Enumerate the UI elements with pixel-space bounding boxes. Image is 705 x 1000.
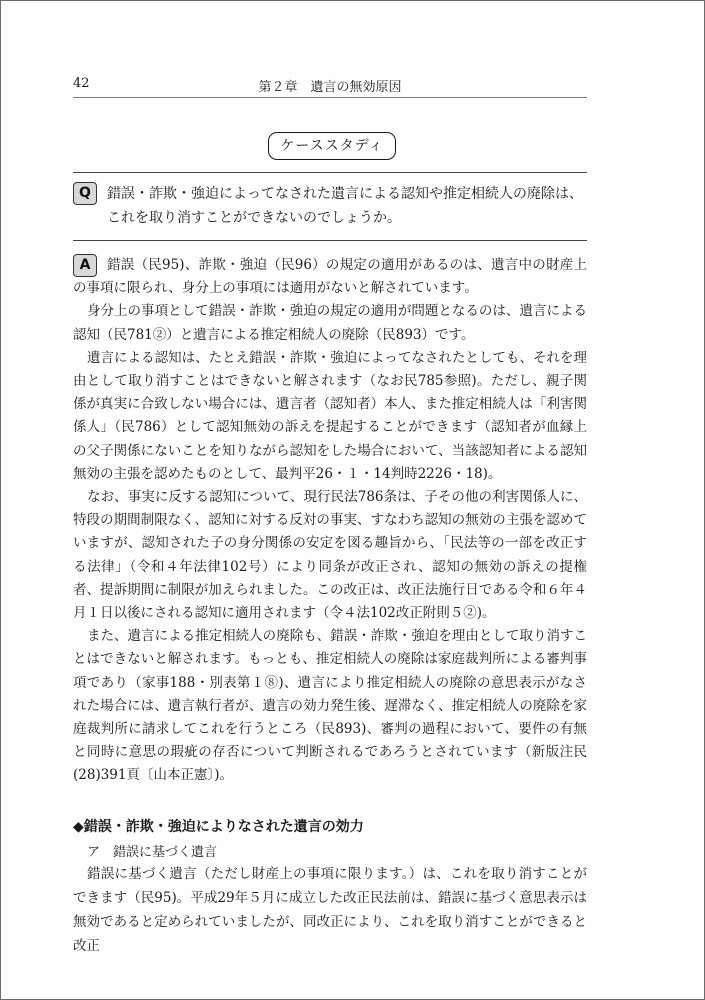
header-divider [73, 97, 587, 98]
chapter-title: 第２章 遺言の無効原因 [258, 80, 402, 95]
section-subheading: ア 錯誤に基づく遺言 [87, 845, 218, 860]
answer-paragraph: 遺言による認知は、たとえ錯誤・詐欺・強迫によってなされたとしても、それを理由として取り消すことはできないと解されます（なお民785参照)。ただし、親子関係が真実に合致しない場合には、遺言者（認知者）本人、また推定相続人は「利害関係人」（民786）として認知無効の訴えを提起することができます（認知者が血縁上の父子関係にないことを知りながら認知をした場合において、当該認知者による認知無効の主張を認めたものとして、最判平26・１・14判時2226・18)。 [73, 349, 587, 482]
question-bottom-divider [73, 240, 587, 241]
answer-paragraph: 錯誤（民95)、詐欺・強迫（民96）の規定の適用があるのは、遺言中の財産上の事項に限られ、身分上の事項には適用がないと解されています。 [73, 257, 587, 297]
answer-icon: A [73, 254, 97, 277]
page-number: 42 [73, 76, 90, 91]
answer-paragraph: また、遺言による推定相続人の廃除も、錯誤・詐欺・強迫を理由として取り消すことはできないと解されます。もっとも、推定相続人の廃除は家庭裁判所による審判事項であり（家事188・別表第１⑧)、遺言により推定相続人の廃除の意思表示がなされた場合には、遺言執行者が、遺言の効力発生後、遅滞なく、推定相続人の廃除を家庭裁判所に請求してこれを行うところ（民893)、審判の過程において、要件の有無と同時に意思の瑕疵の存否について判断されるであろうとされています（新版注民(28)391頁〔山本正憲〕)。 [73, 628, 587, 784]
answer-paragraph: 身分上の事項として錯誤・詐欺・強迫の規定の適用が問題となるのは、遺言による認知（民781②）と遺言による推定相続人の廃除（民893）です。 [73, 303, 587, 343]
section-body: 錯誤に基づく遺言（ただし財産上の事項に限ります。）は、これを取り消すことができます（民95)。平成29年５月に成立した改正民法前は、錯誤に基づく意思表示は無効であると定められていましたが、同改正により、これを取り消すことができると改正 [73, 866, 587, 954]
question-icon: Q [73, 182, 97, 205]
case-study-label: ケーススタディ [268, 132, 396, 160]
running-header [73, 76, 587, 96]
answer-body [73, 254, 587, 788]
question-text: 錯誤・詐欺・強迫によってなされた遺言による認知や推定相続人の廃除は、これを取り消すことができないのでしょうか。 [107, 186, 583, 226]
section-heading: ◆錯誤・詐欺・強迫によりなされた遺言の効力 [73, 819, 364, 835]
question-top-divider [73, 172, 587, 173]
answer-paragraph: なお、事実に反する認知について、現行民法786条は、子その他の利害関係人に、特段の期間制限なく、認知に対する反対の事実、すなわち認知の無効の主張を認めていますが、認知された子の身分関係の安定を図る趣旨から、「民法等の一部を改正する法律」（令和４年法律102号）により同条が改正され、認知の無効の訴えの提権者、提訴期間に制限が加えられました。この改正は、改正法施行日である令和６年４月１日以後にされる認知に適用されます（令４法102改正附則５②)。 [73, 489, 587, 622]
